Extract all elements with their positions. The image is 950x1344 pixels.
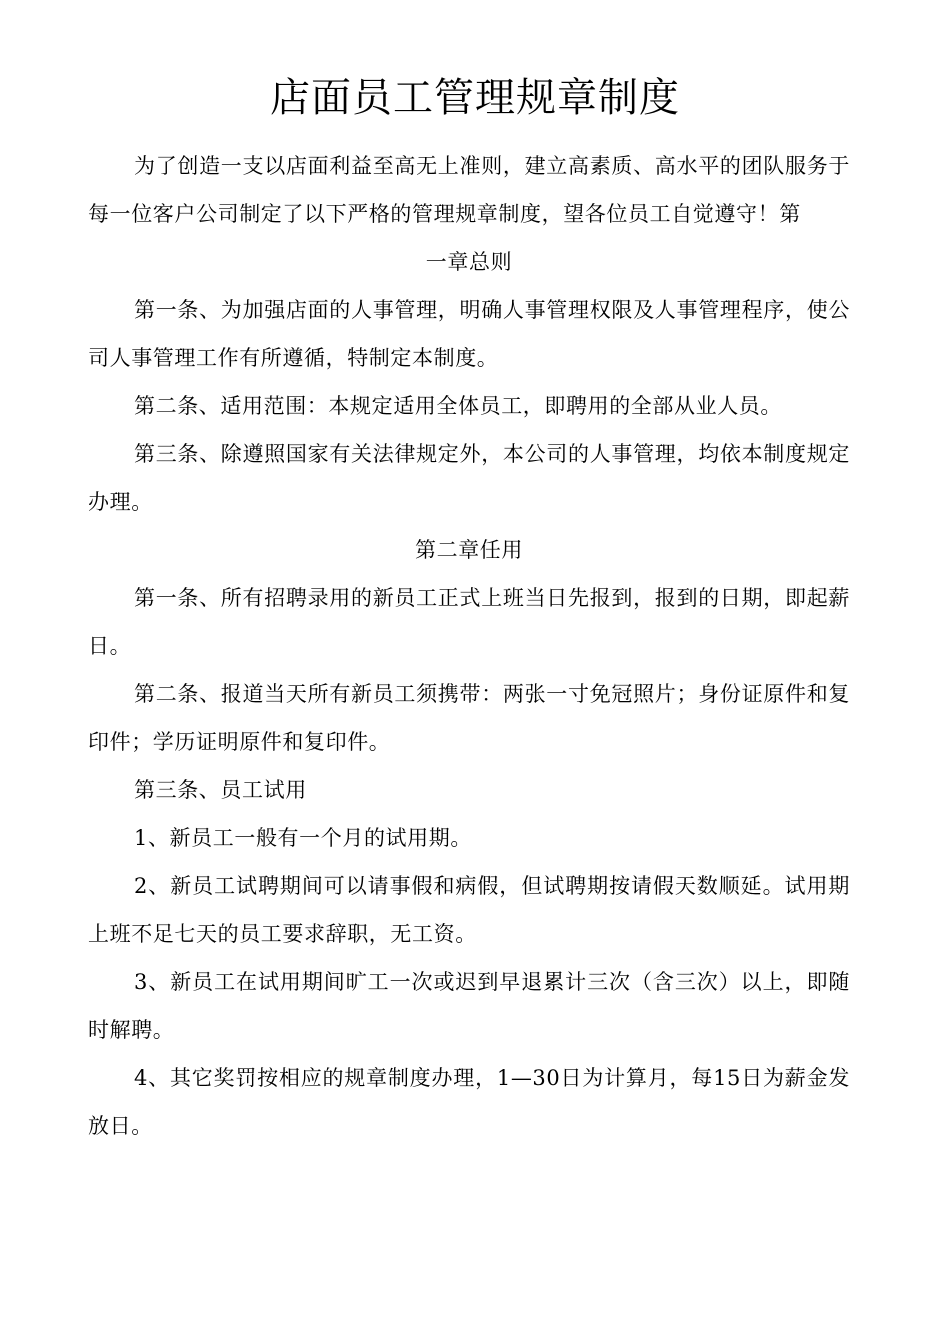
probation-item-4: 4、其它奖罚按相应的规章制度办理，1—30日为计算月，每15日为薪金发放日。 [88, 1066, 850, 1138]
chapter-2-article-2: 第二条、报道当天所有新员工须携带：两张一寸免冠照片；身份证原件和复印件；学历证明原件和复印件。 [88, 682, 850, 754]
chapter-2-article-3: 第三条、员工试用 [134, 778, 307, 802]
chapter-2-article-1: 第一条、所有招聘录用的新员工正式上班当日先报到，报到的日期，即起薪日。 [88, 586, 850, 658]
chapter-1-article-2: 第二条、适用范围：本规定适用全体员工，即聘用的全部从业人员。 [134, 394, 782, 418]
probation-item-2: 2、新员工试聘期间可以请事假和病假，但试聘期按请假天数顺延。试用期上班不足七天的员工要求辞职，无工资。 [88, 874, 850, 946]
document-title: 店面员工管理规章制度 [270, 75, 680, 121]
intro-paragraph: 为了创造一支以店面利益至高无上准则，建立高素质、高水平的团队服务于每一位客户公司制定了以下严格的管理规章制度，望各位员工自觉遵守！第 [88, 154, 850, 226]
chapter-1-article-1: 第一条、为加强店面的人事管理，明确人事管理权限及人事管理程序，使公司人事管理工作有所遵循，特制定本制度。 [88, 298, 850, 370]
chapter-2-heading: 第二章任用 [415, 538, 523, 562]
chapter-1-article-3: 第三条、除遵照国家有关法律规定外，本公司的人事管理，均依本制度规定办理。 [88, 442, 850, 514]
document-body [88, 142, 850, 1150]
chapter-1-heading: 一章总则 [425, 250, 513, 274]
probation-item-1: 1、新员工一般有一个月的试用期。 [134, 826, 472, 850]
probation-item-3: 3、新员工在试用期间旷工一次或迟到早退累计三次（含三次）以上，即随时解聘。 [88, 970, 850, 1042]
